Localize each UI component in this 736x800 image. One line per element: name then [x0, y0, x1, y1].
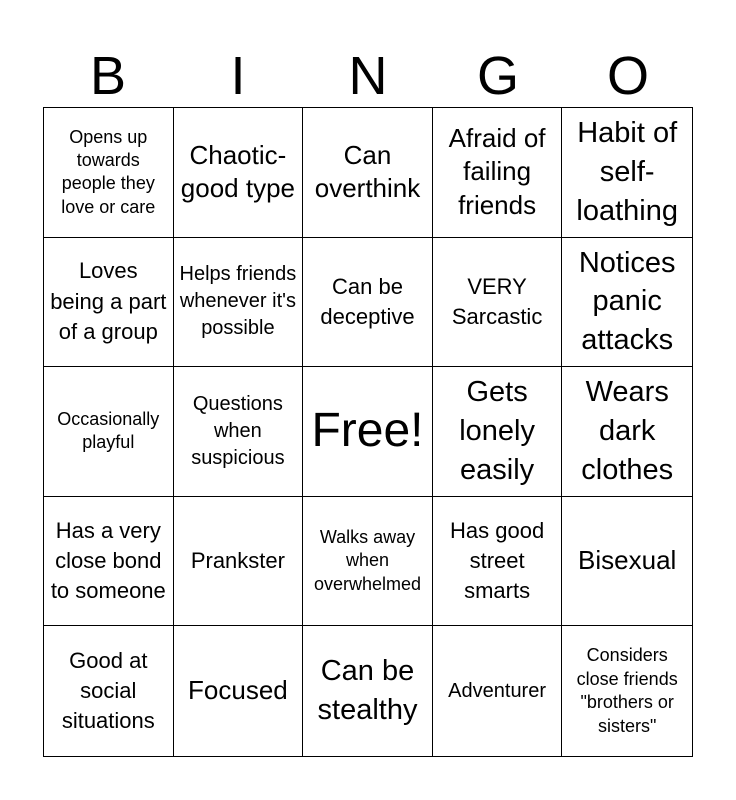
bingo-cell[interactable]: Opens up towards people they love or care	[44, 108, 174, 238]
header-letter-b: B	[89, 46, 127, 106]
header-letter-n: N	[348, 46, 388, 106]
bingo-cell[interactable]: Adventurer	[433, 626, 563, 756]
bingo-cell[interactable]: Gets lonely easily	[433, 367, 563, 497]
free-space-cell[interactable]: Free!	[303, 367, 433, 497]
bingo-cell[interactable]: Can be stealthy	[303, 626, 433, 756]
header-letter-i: I	[230, 46, 246, 106]
bingo-cell[interactable]: Good at social situations	[44, 626, 174, 756]
bingo-cell[interactable]: Can be deceptive	[303, 238, 433, 368]
bingo-cell[interactable]: Habit of self-loathing	[562, 108, 692, 238]
bingo-cell[interactable]: Wears dark clothes	[562, 367, 692, 497]
bingo-cell[interactable]: Afraid of failing friends	[433, 108, 563, 238]
bingo-board	[43, 107, 693, 757]
bingo-cell[interactable]: VERY Sarcastic	[433, 238, 563, 368]
bingo-cell[interactable]: Loves being a part of a group	[44, 238, 174, 368]
bingo-cell[interactable]: Focused	[174, 626, 304, 756]
bingo-cell[interactable]: Considers close friends "brothers or sisters"	[576, 645, 678, 736]
bingo-cell[interactable]: Has good street smarts	[433, 497, 563, 627]
bingo-cell[interactable]: Prankster	[174, 497, 304, 627]
bingo-cell[interactable]: Occasionally playful	[44, 367, 174, 497]
header-letter-o: O	[606, 46, 649, 106]
bingo-cell[interactable]: Walks away when overwhelmed	[303, 497, 433, 627]
bingo-cell[interactable]: Notices panic attacks	[562, 238, 692, 368]
bingo-cell[interactable]: Has a very close bond to someone	[44, 497, 174, 627]
header-letter-g: G	[476, 46, 519, 106]
bingo-cell[interactable]: Questions when suspicious	[174, 367, 304, 497]
bingo-cell[interactable]: Chaotic-good type	[174, 108, 304, 238]
bingo-cell[interactable]: Can overthink	[303, 108, 433, 238]
bingo-header	[43, 44, 693, 108]
bingo-cell[interactable]: Helps friends whenever it's possible	[174, 238, 304, 368]
bingo-cell[interactable]: Bisexual	[562, 497, 692, 627]
